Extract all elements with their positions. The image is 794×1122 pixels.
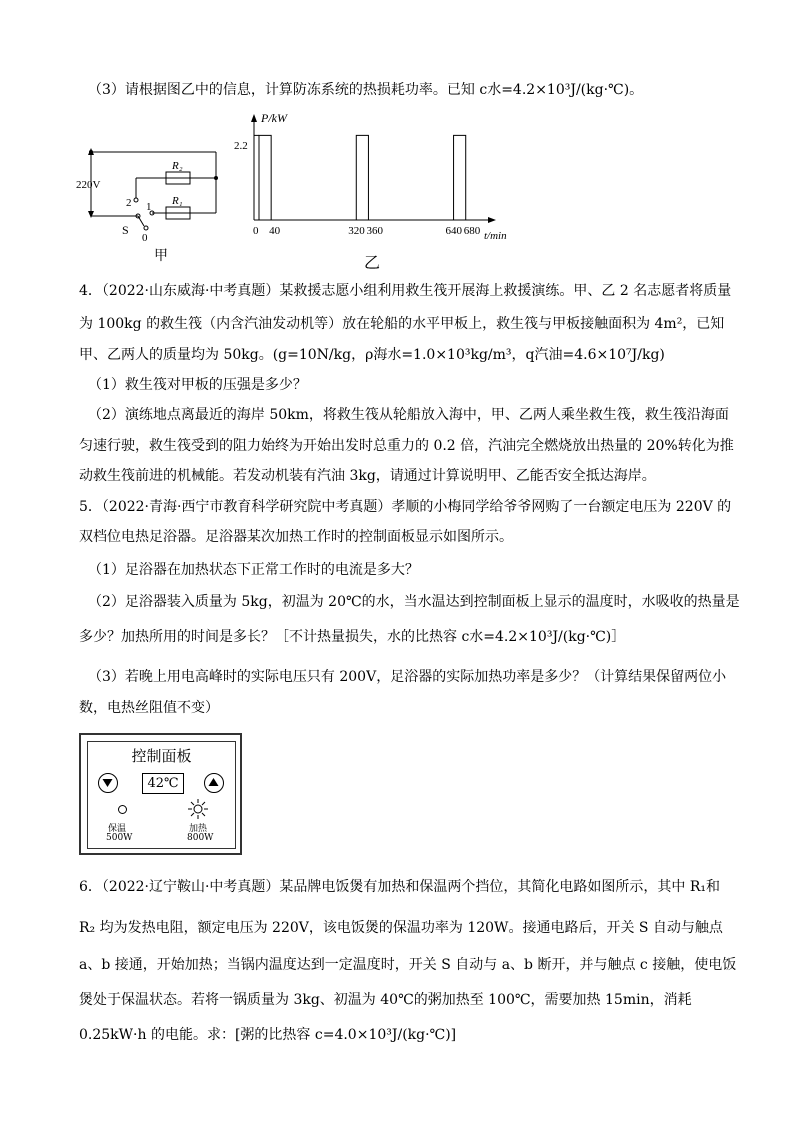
x-tick-label: 0 (253, 225, 259, 237)
x-tick-label: 640 (445, 225, 463, 237)
keep-warm-power: 500W (106, 833, 133, 843)
contact-2-label: 2 (126, 197, 132, 209)
voltage-label: 220V (76, 179, 101, 191)
question-5-part-2-line-2: 多少？加热所用的时间是多长？［不计热量损失，水的比热容 c水=4.2×10³J/(kg·℃)］ (79, 629, 626, 645)
question-6-line-2: R₂ 均为发热电阻，额定电压为 220V，该电饭煲的保温功率为 120W。接通电路后，开关 S 自动与触点 (79, 920, 723, 936)
x-tick-label: 40 (269, 225, 281, 237)
y-axis-arrow-icon (251, 114, 257, 122)
question-3-text: （3）请根据图乙中的信息，计算防冻系统的热损耗功率。已知 c水=4.2×10³J/(kg·℃)。 (88, 82, 644, 98)
question-6-line-3: a、b 接通，开始加热；当锅内温度达到一定温度时，开关 S 自动与 a、b 断开，并与触点 c 接触，使电饭 (79, 957, 737, 973)
question-4-line-3: 甲、乙两人的质量均为 50kg。(g=10N/kg，ρ海水=1.0×10³kg/m³，q汽油=4.6×10⁷J/kg) (79, 347, 665, 363)
figure-caption-jia: 甲 (154, 249, 168, 264)
triangle-down-icon (99, 774, 116, 791)
question-5-line-2: 双档位电热足浴器。足浴器某次加热工作时的控制面板显示如图所示。 (79, 529, 513, 545)
heating-indicator-icon (187, 798, 209, 820)
question-4-part-2-line-1: （2）演练地点离最近的海岸 50km，将救生筏从轮船放入海中，甲、乙两人乘坐救生筏，救生筏沿海面 (88, 407, 729, 423)
x-tick-label: 680 (463, 225, 481, 237)
question-4-part-2-line-3: 动救生筏前进的机械能。若发动机装有汽油 3kg，请通过计算说明甲、乙能否安全抵达海岸。 (79, 468, 656, 484)
keep-warm-label: 保温 (108, 824, 127, 834)
x-axis-label: t/min (484, 230, 507, 242)
question-6-line-4: 煲处于保温状态。若将一锅质量为 3kg、初温为 40℃的粥加热至 100℃，需要加热 15min，消耗 (79, 992, 692, 1008)
question-4-line-1: 4．（2022·山东威海·中考真题）某救援志愿小组利用救生筏开展海上救援演练。甲、乙 2 名志愿者将质量 (79, 283, 732, 299)
panel-title: 控制面板 (131, 747, 192, 765)
question-5-part-1: （1）足浴器在加热状态下正常工作时的电流是多大？ (88, 562, 419, 578)
contact-0-label: 0 (142, 232, 148, 244)
question-5-line-1: 5．（2022·青海·西宁市教育科学研究院中考真题）孝顺的小梅同学给爷爷网购了一台额定电压为 220V 的 (79, 499, 732, 515)
question-4-part-2-line-2: 匀速行驶，救生筏受到的阻力始终为开始出发时总重力的 0.2 倍，汽油完全燃烧放出热量的 20%转化为推 (79, 438, 734, 454)
contact-0 (144, 226, 148, 230)
question-6-line-5: 0.25kW·h 的电能。求：[粥的比热容 c=4.0×10³J/(kg·℃)] (79, 1027, 457, 1043)
control-panel-figure (79, 733, 242, 855)
contact-2 (134, 198, 138, 202)
question-4-line-2: 为 100kg 的救生筏（内含汽油发动机等）放在轮船的水平甲板上，救生筏与甲板接触面积为 4m²，已知 (79, 316, 725, 332)
up-button[interactable] (204, 773, 224, 793)
question-6-line-1: 6．（2022·辽宁鞍山·中考真题）某品牌电饭煲有加热和保温两个挡位，其简化电路如图所示，其中 R₁和 (79, 879, 721, 895)
question-5-part-3-line-2: 数，电热丝阻值不变） (79, 700, 219, 716)
down-button[interactable] (98, 773, 118, 793)
circuit-diagram-jia (76, 138, 231, 266)
arrow-down-icon (88, 211, 94, 218)
triangle-up-icon (205, 774, 222, 791)
power-pulse-3 (454, 135, 466, 220)
temperature-display: 42℃ (142, 773, 184, 794)
r1-label: R₁ (172, 195, 183, 207)
x-tick-label: 360 (366, 225, 383, 237)
heat-power: 800W (187, 833, 214, 843)
figure-caption-yi: 乙 (364, 255, 381, 272)
keep-warm-indicator-icon (118, 805, 127, 814)
question-5-part-2-line-1: （2）足浴器装入质量为 5kg，初温为 20℃的水，当水温达到控制面板上显示的温度时，水吸收的热量是 (88, 594, 740, 610)
x-axis-arrow-icon (488, 217, 496, 223)
contact-1-label: 1 (146, 201, 152, 213)
y-tick-label: 2.2 (234, 140, 248, 152)
question-5-part-3-line-1: （3）若晚上用电高峰时的实际电压只有 200V，足浴器的实际加热功率是多少？（计算结果保留两位小 (88, 669, 727, 685)
switch-label: S (122, 223, 129, 237)
question-4-part-1: （1）救生筏对甲板的压强是多少？ (88, 377, 307, 393)
r2-label: R₂ (172, 160, 183, 172)
power-pulse-2 (356, 135, 368, 220)
x-tick-label: 320 (348, 225, 365, 237)
power-time-chart (234, 108, 514, 273)
power-pulse-1 (259, 135, 271, 220)
heat-label: 加热 (189, 824, 208, 834)
y-axis-label: P/kW (261, 111, 287, 125)
control-panel-inner (87, 741, 236, 849)
